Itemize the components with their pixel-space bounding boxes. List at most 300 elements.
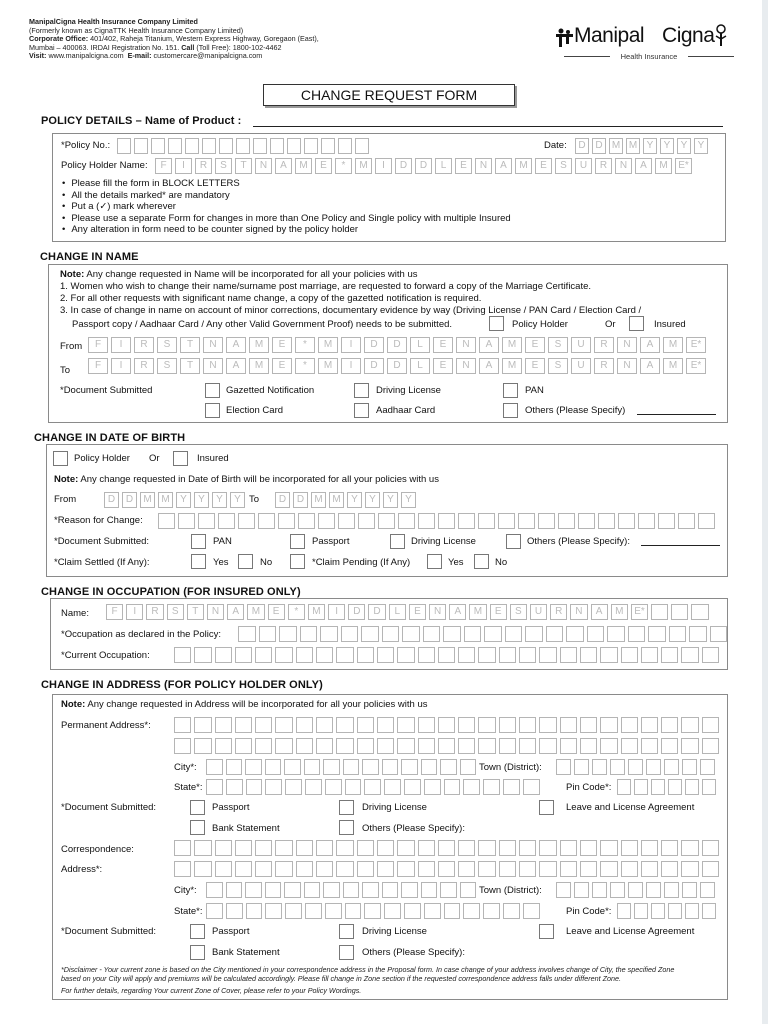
char-cell[interactable] (503, 779, 520, 795)
gazetted-checkbox[interactable] (205, 383, 220, 398)
perm-passport-checkbox[interactable] (190, 800, 205, 815)
char-cell[interactable] (499, 647, 516, 663)
char-cell[interactable] (580, 647, 597, 663)
char-cell[interactable] (158, 513, 175, 529)
char-cell[interactable] (423, 626, 441, 642)
char-cell[interactable] (519, 738, 536, 754)
char-cell[interactable]: Y (347, 492, 362, 508)
char-cell[interactable]: * (295, 358, 315, 374)
char-cell[interactable] (651, 779, 665, 795)
char-cell[interactable] (265, 903, 282, 919)
char-cell[interactable]: N (203, 337, 223, 353)
char-cell[interactable] (478, 717, 495, 733)
char-cell[interactable] (215, 861, 232, 877)
char-cell[interactable] (682, 882, 697, 898)
char-cell[interactable] (343, 882, 360, 898)
char-cell[interactable] (689, 626, 707, 642)
char-cell[interactable] (357, 861, 374, 877)
char-cell[interactable] (661, 738, 678, 754)
char-cell[interactable] (338, 138, 352, 154)
char-cell[interactable] (198, 513, 215, 529)
char-cell[interactable]: A (275, 158, 292, 174)
char-cell[interactable] (669, 626, 687, 642)
char-cell[interactable] (336, 717, 353, 733)
char-cell[interactable] (525, 626, 543, 642)
char-cell[interactable]: E (490, 604, 507, 620)
dob-others-checkbox[interactable] (506, 534, 521, 549)
char-cell[interactable]: N (615, 158, 632, 174)
char-cell[interactable] (215, 717, 232, 733)
char-cell[interactable] (316, 717, 333, 733)
dob-from-field[interactable] (104, 492, 248, 508)
char-cell[interactable] (702, 717, 719, 733)
char-cell[interactable] (168, 138, 182, 154)
char-cell[interactable] (539, 738, 556, 754)
holder-name-field[interactable] (155, 158, 695, 174)
char-cell[interactable]: M (249, 337, 269, 353)
char-cell[interactable] (418, 647, 435, 663)
char-cell[interactable] (658, 513, 675, 529)
char-cell[interactable] (438, 647, 455, 663)
char-cell[interactable] (440, 759, 457, 775)
char-cell[interactable] (483, 903, 500, 919)
char-cell[interactable] (628, 759, 643, 775)
char-cell[interactable] (300, 626, 318, 642)
email-link[interactable]: customercare@manipalcigna.com (153, 51, 263, 61)
char-cell[interactable] (638, 513, 655, 529)
char-cell[interactable]: Y (176, 492, 191, 508)
char-cell[interactable] (668, 779, 682, 795)
char-cell[interactable]: M (626, 138, 640, 154)
char-cell[interactable] (397, 717, 414, 733)
char-cell[interactable] (206, 779, 223, 795)
char-cell[interactable]: R (550, 604, 567, 620)
char-cell[interactable]: S (215, 158, 232, 174)
char-cell[interactable] (361, 626, 379, 642)
char-cell[interactable]: M (469, 604, 486, 620)
char-cell[interactable] (424, 779, 441, 795)
char-cell[interactable] (523, 779, 540, 795)
char-cell[interactable]: E* (686, 337, 706, 353)
char-cell[interactable] (185, 138, 199, 154)
char-cell[interactable] (682, 759, 697, 775)
char-cell[interactable] (238, 626, 256, 642)
char-cell[interactable] (401, 882, 418, 898)
char-cell[interactable] (275, 717, 292, 733)
char-cell[interactable]: M (311, 492, 326, 508)
char-cell[interactable] (598, 513, 615, 529)
char-cell[interactable] (458, 647, 475, 663)
char-cell[interactable]: * (335, 158, 352, 174)
char-cell[interactable] (424, 903, 441, 919)
claim-pending-marker[interactable] (290, 554, 305, 569)
char-cell[interactable] (362, 759, 379, 775)
dob-pan-checkbox[interactable] (191, 534, 206, 549)
char-cell[interactable]: E* (675, 158, 692, 174)
char-cell[interactable] (215, 738, 232, 754)
char-cell[interactable]: E (455, 158, 472, 174)
char-cell[interactable] (215, 840, 232, 856)
char-cell[interactable] (304, 882, 321, 898)
corr-bank-checkbox[interactable] (190, 945, 205, 960)
char-cell[interactable] (664, 759, 679, 775)
char-cell[interactable]: E (525, 337, 545, 353)
char-cell[interactable]: E (525, 358, 545, 374)
char-cell[interactable]: L (410, 358, 430, 374)
char-cell[interactable] (443, 626, 461, 642)
char-cell[interactable]: Y (660, 138, 674, 154)
char-cell[interactable] (255, 840, 272, 856)
dob-passport-checkbox[interactable] (290, 534, 305, 549)
char-cell[interactable] (316, 647, 333, 663)
corr-address-line1[interactable] (174, 840, 722, 856)
char-cell[interactable] (235, 738, 252, 754)
char-cell[interactable]: T (235, 158, 252, 174)
char-cell[interactable] (519, 861, 536, 877)
corr-dl-checkbox[interactable] (339, 924, 354, 939)
char-cell[interactable] (235, 840, 252, 856)
char-cell[interactable]: I (341, 358, 361, 374)
perm-others-checkbox[interactable] (339, 820, 354, 835)
char-cell[interactable] (287, 138, 301, 154)
char-cell[interactable] (377, 717, 394, 733)
char-cell[interactable]: M (140, 492, 155, 508)
char-cell[interactable] (418, 513, 435, 529)
char-cell[interactable] (325, 779, 342, 795)
char-cell[interactable] (600, 647, 617, 663)
char-cell[interactable]: A (226, 337, 246, 353)
char-cell[interactable] (194, 738, 211, 754)
char-cell[interactable]: F (88, 337, 108, 353)
char-cell[interactable]: Y (230, 492, 245, 508)
char-cell[interactable] (321, 138, 335, 154)
char-cell[interactable]: D (575, 138, 589, 154)
char-cell[interactable]: A (591, 604, 608, 620)
char-cell[interactable] (358, 513, 375, 529)
char-cell[interactable] (478, 647, 495, 663)
char-cell[interactable] (253, 138, 267, 154)
char-cell[interactable]: I (341, 337, 361, 353)
char-cell[interactable]: D (415, 158, 432, 174)
char-cell[interactable]: A (226, 358, 246, 374)
char-cell[interactable] (617, 903, 631, 919)
char-cell[interactable] (483, 779, 500, 795)
char-cell[interactable] (444, 779, 461, 795)
char-cell[interactable]: M (655, 158, 672, 174)
char-cell[interactable] (316, 738, 333, 754)
char-cell[interactable]: M (609, 138, 623, 154)
char-cell[interactable] (580, 717, 597, 733)
char-cell[interactable] (566, 626, 584, 642)
char-cell[interactable] (702, 647, 719, 663)
char-cell[interactable]: U (530, 604, 547, 620)
char-cell[interactable] (305, 779, 322, 795)
char-cell[interactable] (641, 840, 658, 856)
char-cell[interactable] (202, 138, 216, 154)
char-cell[interactable]: M (158, 492, 173, 508)
char-cell[interactable] (226, 779, 243, 795)
char-cell[interactable] (661, 647, 678, 663)
char-cell[interactable] (458, 513, 475, 529)
dob-insured-checkbox[interactable] (173, 451, 188, 466)
char-cell[interactable] (702, 861, 719, 877)
char-cell[interactable]: S (157, 358, 177, 374)
char-cell[interactable] (219, 138, 233, 154)
char-cell[interactable] (345, 779, 362, 795)
char-cell[interactable] (621, 861, 638, 877)
char-cell[interactable] (174, 840, 191, 856)
char-cell[interactable] (377, 738, 394, 754)
perm-pin-field[interactable] (617, 779, 719, 795)
char-cell[interactable] (275, 647, 292, 663)
char-cell[interactable]: T (187, 604, 204, 620)
char-cell[interactable]: E (272, 358, 292, 374)
char-cell[interactable] (305, 903, 322, 919)
char-cell[interactable]: T (180, 358, 200, 374)
char-cell[interactable]: N (617, 358, 637, 374)
char-cell[interactable] (298, 513, 315, 529)
char-cell[interactable] (275, 840, 292, 856)
char-cell[interactable] (285, 779, 302, 795)
char-cell[interactable] (341, 626, 359, 642)
char-cell[interactable]: M (318, 358, 338, 374)
char-cell[interactable]: M (295, 158, 312, 174)
char-cell[interactable] (518, 513, 535, 529)
char-cell[interactable]: E (535, 158, 552, 174)
occ-name-field[interactable] (106, 604, 712, 620)
char-cell[interactable]: N (570, 604, 587, 620)
char-cell[interactable]: I (111, 358, 131, 374)
char-cell[interactable] (194, 647, 211, 663)
char-cell[interactable] (556, 759, 571, 775)
char-cell[interactable]: E (315, 158, 332, 174)
char-cell[interactable] (384, 779, 401, 795)
corr-others-checkbox[interactable] (339, 945, 354, 960)
char-cell[interactable] (259, 626, 277, 642)
char-cell[interactable] (702, 840, 719, 856)
char-cell[interactable]: D (275, 492, 290, 508)
char-cell[interactable] (681, 840, 698, 856)
perm-town-field[interactable] (556, 759, 718, 775)
char-cell[interactable] (698, 513, 715, 529)
char-cell[interactable] (382, 759, 399, 775)
char-cell[interactable]: R (134, 358, 154, 374)
char-cell[interactable] (284, 759, 301, 775)
char-cell[interactable] (648, 626, 666, 642)
char-cell[interactable] (661, 861, 678, 877)
name-others-checkbox[interactable] (503, 403, 518, 418)
char-cell[interactable]: N (456, 337, 476, 353)
char-cell[interactable] (685, 903, 699, 919)
aadhaar-checkbox[interactable] (354, 403, 369, 418)
char-cell[interactable] (404, 903, 421, 919)
char-cell[interactable] (634, 779, 648, 795)
char-cell[interactable]: E (268, 604, 285, 620)
char-cell[interactable]: Y (677, 138, 691, 154)
char-cell[interactable] (592, 882, 607, 898)
name-policy-holder-checkbox[interactable] (489, 316, 504, 331)
char-cell[interactable] (418, 840, 435, 856)
char-cell[interactable] (641, 647, 658, 663)
char-cell[interactable] (478, 738, 495, 754)
char-cell[interactable]: D (387, 358, 407, 374)
char-cell[interactable] (418, 861, 435, 877)
char-cell[interactable] (646, 759, 661, 775)
char-cell[interactable]: Y (365, 492, 380, 508)
char-cell[interactable] (255, 861, 272, 877)
occ-declared-field[interactable] (238, 626, 730, 642)
perm-city-field[interactable] (206, 759, 479, 775)
char-cell[interactable] (178, 513, 195, 529)
char-cell[interactable] (401, 759, 418, 775)
corr-pin-field[interactable] (617, 903, 719, 919)
char-cell[interactable]: I (126, 604, 143, 620)
char-cell[interactable] (357, 840, 374, 856)
char-cell[interactable]: E* (686, 358, 706, 374)
char-cell[interactable] (600, 738, 617, 754)
char-cell[interactable]: U (571, 337, 591, 353)
char-cell[interactable]: N (456, 358, 476, 374)
char-cell[interactable]: S (555, 158, 572, 174)
char-cell[interactable] (255, 738, 272, 754)
claim-pending-no-checkbox[interactable] (474, 554, 489, 569)
char-cell[interactable]: E (409, 604, 426, 620)
policy-no-field[interactable] (117, 138, 372, 154)
char-cell[interactable] (440, 882, 457, 898)
char-cell[interactable]: R (595, 158, 612, 174)
char-cell[interactable]: Y (643, 138, 657, 154)
char-cell[interactable] (194, 861, 211, 877)
char-cell[interactable]: I (111, 337, 131, 353)
char-cell[interactable] (377, 861, 394, 877)
char-cell[interactable] (174, 717, 191, 733)
char-cell[interactable]: E (433, 337, 453, 353)
char-cell[interactable] (397, 840, 414, 856)
char-cell[interactable]: L (435, 158, 452, 174)
char-cell[interactable] (206, 903, 223, 919)
char-cell[interactable] (364, 779, 381, 795)
char-cell[interactable] (296, 840, 313, 856)
char-cell[interactable] (194, 840, 211, 856)
char-cell[interactable]: E* (631, 604, 648, 620)
char-cell[interactable] (226, 882, 243, 898)
char-cell[interactable] (226, 903, 243, 919)
char-cell[interactable] (463, 903, 480, 919)
char-cell[interactable] (236, 138, 250, 154)
char-cell[interactable]: S (157, 337, 177, 353)
char-cell[interactable] (503, 903, 520, 919)
char-cell[interactable] (364, 903, 381, 919)
char-cell[interactable] (460, 759, 477, 775)
char-cell[interactable] (621, 647, 638, 663)
char-cell[interactable]: L (389, 604, 406, 620)
char-cell[interactable] (296, 861, 313, 877)
char-cell[interactable] (523, 903, 540, 919)
char-cell[interactable] (710, 626, 728, 642)
char-cell[interactable]: Y (694, 138, 708, 154)
char-cell[interactable]: N (203, 358, 223, 374)
char-cell[interactable]: Y (194, 492, 209, 508)
char-cell[interactable] (357, 647, 374, 663)
corr-town-field[interactable] (556, 882, 718, 898)
char-cell[interactable]: R (195, 158, 212, 174)
char-cell[interactable] (478, 840, 495, 856)
char-cell[interactable]: D (368, 604, 385, 620)
char-cell[interactable]: D (364, 337, 384, 353)
char-cell[interactable]: D (395, 158, 412, 174)
char-cell[interactable] (215, 647, 232, 663)
char-cell[interactable] (438, 738, 455, 754)
char-cell[interactable] (174, 738, 191, 754)
policy-date-field[interactable] (575, 138, 711, 154)
char-cell[interactable] (661, 717, 678, 733)
char-cell[interactable] (538, 513, 555, 529)
perm-state-field[interactable] (206, 779, 543, 795)
char-cell[interactable] (325, 903, 342, 919)
permanent-address-line1[interactable] (174, 717, 722, 733)
char-cell[interactable] (641, 738, 658, 754)
char-cell[interactable] (206, 882, 223, 898)
char-cell[interactable] (357, 738, 374, 754)
dob-to-field[interactable] (275, 492, 419, 508)
char-cell[interactable] (580, 840, 597, 856)
char-cell[interactable] (318, 513, 335, 529)
char-cell[interactable] (580, 861, 597, 877)
char-cell[interactable] (402, 626, 420, 642)
char-cell[interactable] (560, 647, 577, 663)
char-cell[interactable]: M (355, 158, 372, 174)
char-cell[interactable] (621, 840, 638, 856)
char-cell[interactable] (651, 903, 665, 919)
char-cell[interactable]: M (318, 337, 338, 353)
char-cell[interactable] (678, 513, 695, 529)
char-cell[interactable] (685, 779, 699, 795)
char-cell[interactable] (458, 861, 475, 877)
occ-current-field[interactable] (174, 647, 722, 663)
char-cell[interactable] (681, 738, 698, 754)
char-cell[interactable] (700, 759, 715, 775)
char-cell[interactable]: R (594, 337, 614, 353)
char-cell[interactable]: M (308, 604, 325, 620)
char-cell[interactable] (336, 738, 353, 754)
char-cell[interactable]: N (429, 604, 446, 620)
char-cell[interactable] (560, 717, 577, 733)
char-cell[interactable] (345, 903, 362, 919)
char-cell[interactable] (691, 604, 708, 620)
char-cell[interactable] (628, 882, 643, 898)
char-cell[interactable] (338, 513, 355, 529)
char-cell[interactable]: M (611, 604, 628, 620)
char-cell[interactable] (151, 138, 165, 154)
char-cell[interactable] (279, 626, 297, 642)
char-cell[interactable] (194, 717, 211, 733)
char-cell[interactable] (316, 840, 333, 856)
char-cell[interactable]: R (134, 337, 154, 353)
char-cell[interactable] (702, 738, 719, 754)
char-cell[interactable]: S (548, 337, 568, 353)
char-cell[interactable] (661, 840, 678, 856)
char-cell[interactable]: D (364, 358, 384, 374)
char-cell[interactable] (397, 647, 414, 663)
char-cell[interactable] (702, 779, 716, 795)
name-to-field[interactable] (88, 358, 709, 374)
char-cell[interactable] (278, 513, 295, 529)
permanent-address-line2[interactable] (174, 738, 722, 754)
char-cell[interactable] (498, 513, 515, 529)
char-cell[interactable]: N (207, 604, 224, 620)
char-cell[interactable] (382, 882, 399, 898)
name-from-field[interactable] (88, 337, 709, 353)
